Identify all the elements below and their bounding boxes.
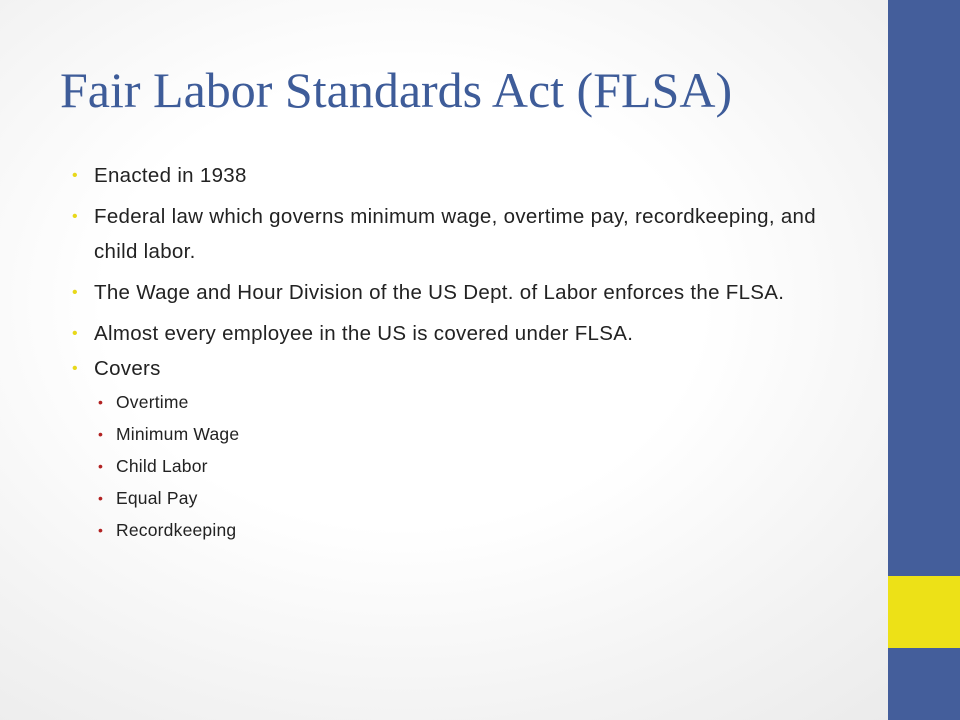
bullet-item-federal-law (72, 199, 852, 269)
slide-title: Fair Labor Standards Act (FLSA) (60, 62, 733, 118)
decorative-side-bar (888, 0, 960, 720)
sub-bullet-item-minimum-wage (94, 418, 852, 450)
bullet-dot-icon: • (72, 325, 78, 342)
side-bar-yellow-accent (888, 576, 960, 648)
side-bar-blue-top (888, 0, 960, 576)
bullet-list (72, 158, 852, 546)
slide-content (72, 158, 852, 546)
bullet-item-wage-hour-division (72, 275, 852, 310)
bullet-text: The Wage and Hour Division of the US Dept. of Labor enforces the FLSA. (94, 281, 785, 304)
bullet-dot-icon: • (72, 167, 78, 184)
sub-bullet-item-recordkeeping (94, 514, 852, 546)
sub-bullet-item-equal-pay (94, 482, 852, 514)
bullet-text: Almost every employee in the US is covered under FLSA. (94, 322, 634, 345)
sub-bullet-text: Minimum Wage (116, 424, 240, 444)
sub-bullet-text: Recordkeeping (116, 520, 237, 540)
sub-bullet-item-child-labor (94, 450, 852, 482)
sub-bullet-text: Overtime (116, 392, 189, 412)
bullet-dot-icon: • (72, 360, 78, 377)
bullet-text: Covers (94, 357, 161, 380)
bullet-dot-icon: • (72, 208, 78, 225)
bullet-text: Enacted in 1938 (94, 164, 247, 187)
bullet-text: Federal law which governs minimum wage, overtime pay, recordkeeping, and child labor. (94, 205, 816, 263)
sub-bullet-item-overtime (94, 386, 852, 418)
bullet-item-coverage (72, 316, 852, 351)
sub-bullet-list (94, 386, 852, 546)
sub-bullet-dot-icon: • (98, 458, 104, 474)
sub-bullet-dot-icon: • (98, 426, 104, 442)
bullet-dot-icon: • (72, 284, 78, 301)
sub-bullet-dot-icon: • (98, 490, 104, 506)
bullet-item-covers (72, 351, 852, 546)
sub-bullet-text: Child Labor (116, 456, 208, 476)
sub-bullet-dot-icon: • (98, 394, 104, 410)
sub-bullet-dot-icon: • (98, 522, 104, 538)
bullet-item-enacted (72, 158, 852, 193)
sub-bullet-text: Equal Pay (116, 488, 198, 508)
side-bar-blue-bottom (888, 648, 960, 720)
